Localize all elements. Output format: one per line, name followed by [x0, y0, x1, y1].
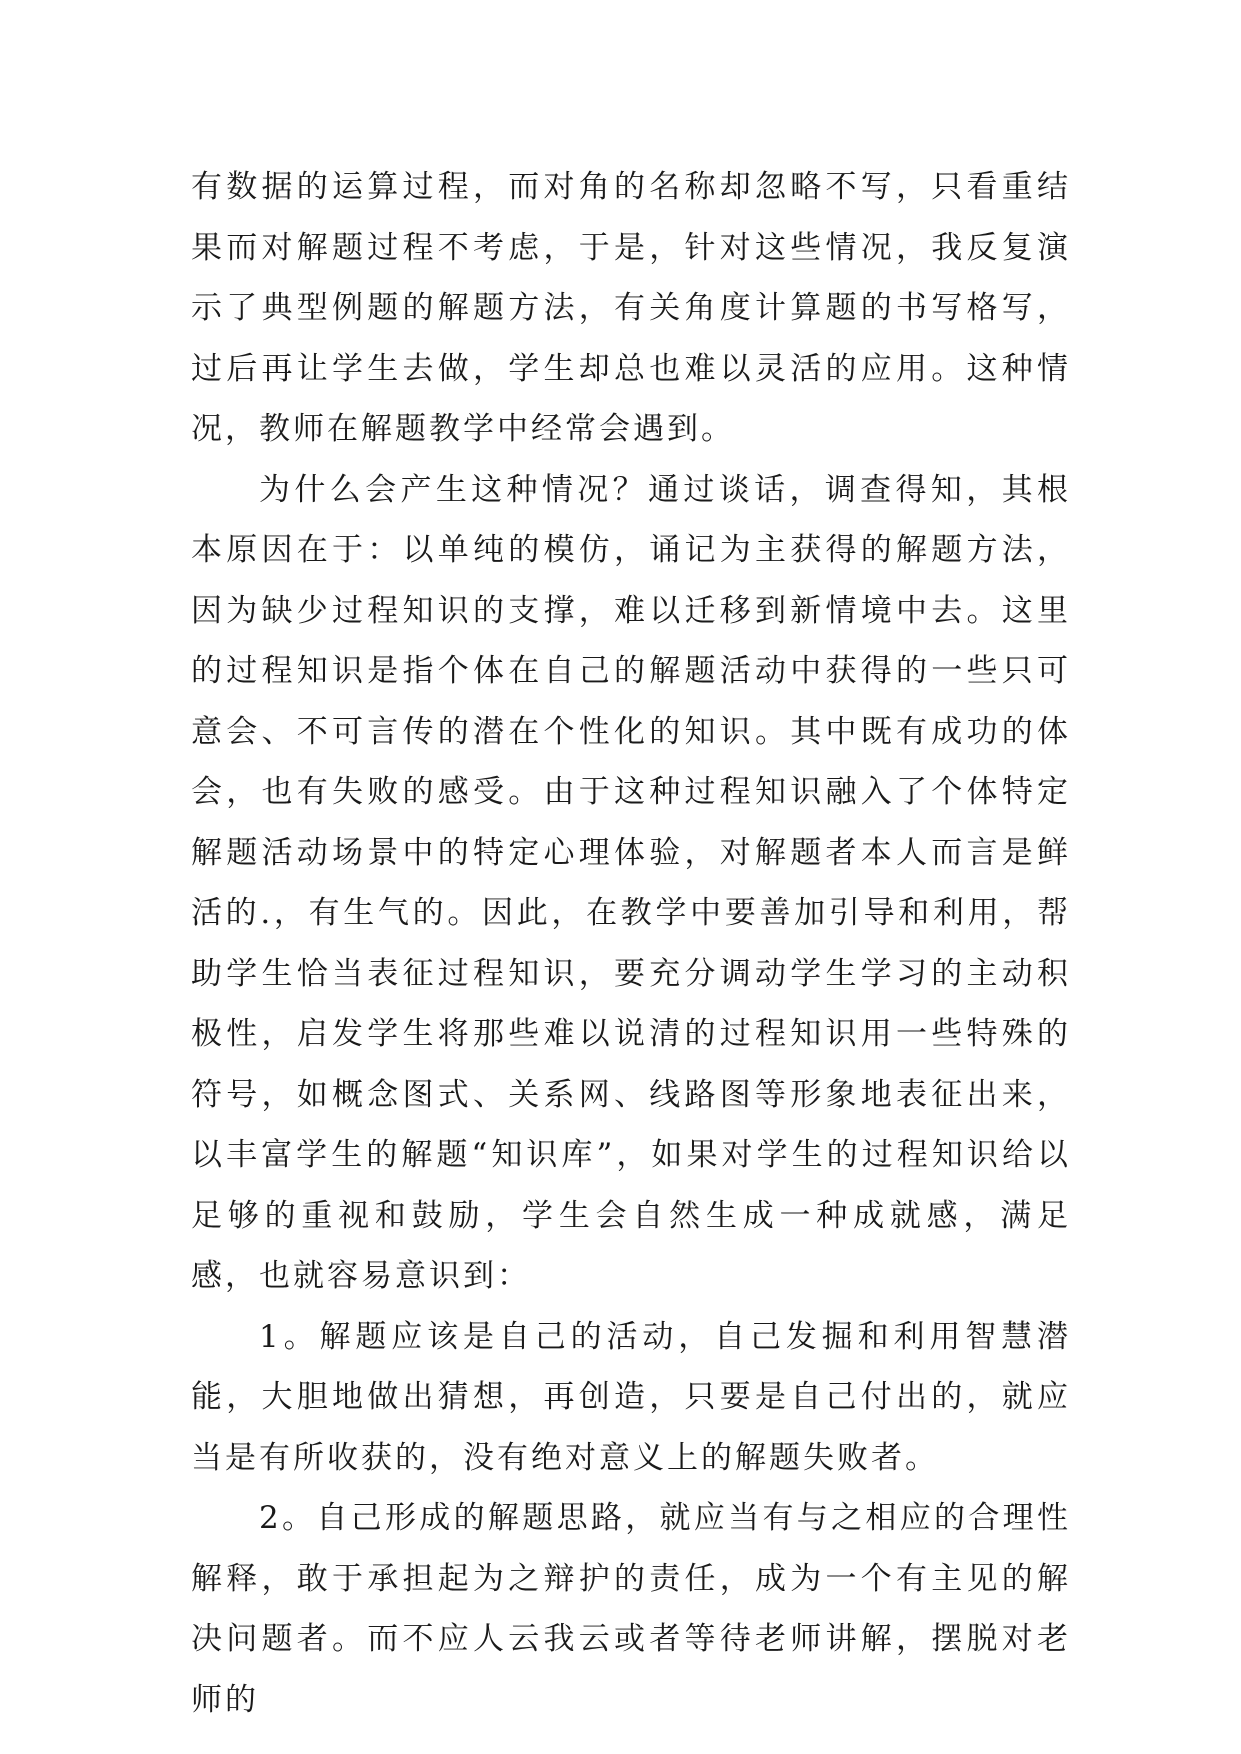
- paragraph: 为什么会产生这种情况？通过谈话，调查得知，其根本原因在于：以单纯的模仿，诵记为主获得的解题方法，因为缺少过程知识的支撑，难以迁移到新情境中去。这里的过程知识是指个体在自己的解题活动中获得的一些只可意会、不可言传的潜在个性化的知识。其中既有成功的体会，也有失败的感受。由于这种过程知识融入了个体特定解题活动场景中的特定心理体验，对解题者本人而言是鲜活的.，有生气的。因此，在教学中要善加引导和利用，帮助学生恰当表征过程知识，要充分调动学生学习的主动积极性，启发学生将那些难以说清的过程知识用一些特殊的符号，如概念图式、关系网、线路图等形象地表征出来，以丰富学生的解题“知识库”，如果对学生的过程知识给以足够的重视和鼓励，学生会自然生成一种成就感，满足感，也就容易意识到：: [191, 471, 1071, 1294]
- paragraph: 有数据的运算过程，而对角的名称却忽略不写，只看重结果而对解题过程不考虑，于是，针对这些情况，我反复演示了典型例题的解题方法，有关角度计算题的书写格写，过后再让学生去做，学生却总也难以灵活的应用。这种情况，教师在解题教学中经常会遇到。: [191, 169, 1071, 447]
- document-body: [191, 157, 1071, 1730]
- numbered-paragraph: 2。自己形成的解题思路，就应当有与之相应的合理性解释，敢于承担起为之辩护的责任，成为一个有主见的解决问题者。而不应人云我云或者等待老师讲解，摆脱对老师的: [191, 1500, 1071, 1718]
- numbered-paragraph: 1。解题应该是自己的活动，自己发掘和利用智慧潜能，大胆地做出猜想，再创造，只要是自己付出的，就应当是有所收获的，没有绝对意义上的解题失败者。: [191, 1318, 1071, 1476]
